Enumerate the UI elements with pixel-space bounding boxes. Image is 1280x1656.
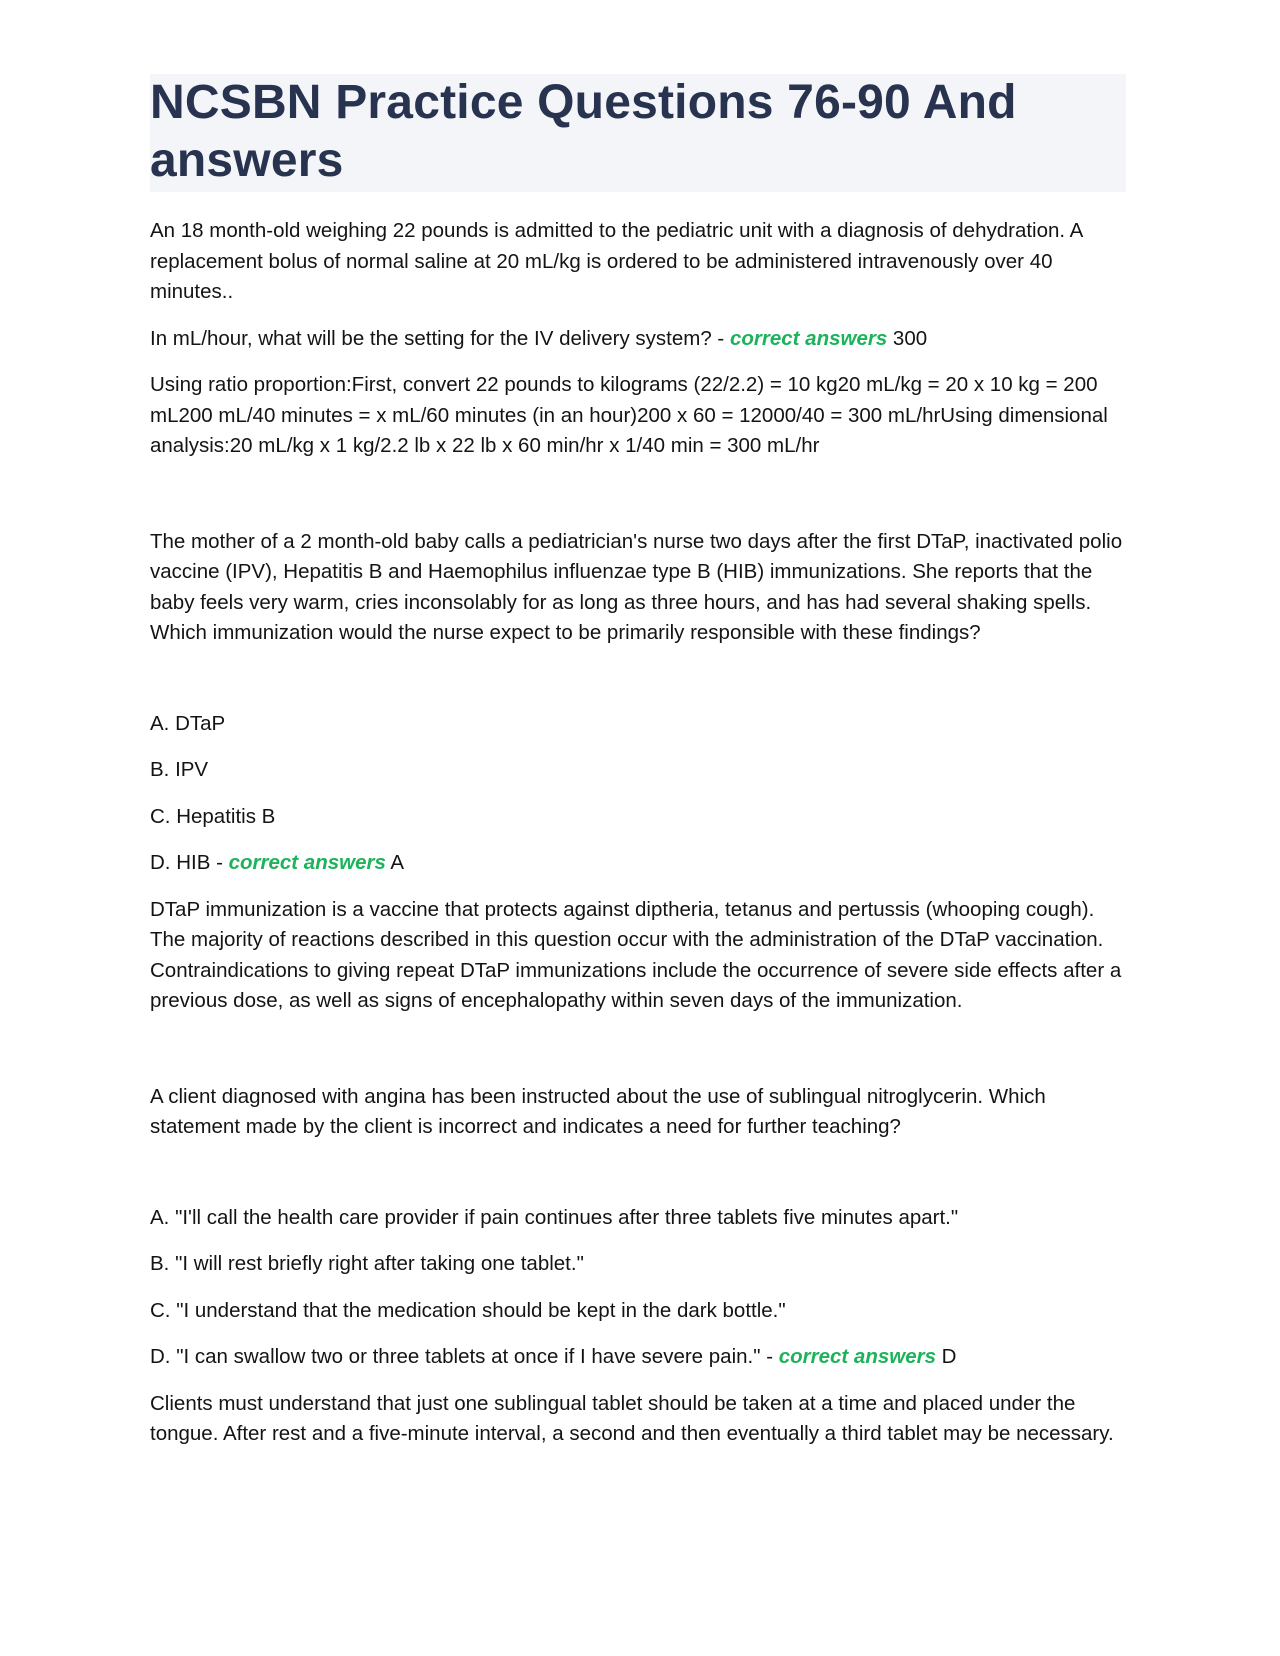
question-2-option-a: A. DTaP: [150, 711, 226, 735]
document-page: [150, 74, 1126, 1466]
question-3-answer-label: correct answers: [778, 1345, 936, 1368]
question-3-option-d: [150, 1342, 1126, 1373]
question-3-option-b: B. "I will rest briefly right after taking one tablet.": [150, 1252, 584, 1275]
question-1-answer-value: 300: [887, 326, 928, 350]
question-2-option-d-text: D. HIB -: [150, 851, 229, 874]
spacer: [150, 1033, 1126, 1082]
question-3-stem: A client diagnosed with angina has been instructed about the use of sublingual nitroglycerin. Which statement made by the client is incorrect and indicates a need for further teaching?: [150, 1084, 1046, 1138]
question-2-stem: The mother of a 2 month-old baby calls a pediatrician's nurse two days after the first DTaP, inactivated polio vaccine (IPV), Hepatitis B and Haemophilus influenzae type B (HIB) immunizations. She reports that the baby feels very warm, cries inconsolably for as long as three hours, and has had several shaking spells. Which immunization would the nurse expect to be primarily responsible with these findings?: [150, 529, 1123, 644]
spacer: [150, 478, 1126, 527]
question-3-answer-value: D: [935, 1345, 957, 1368]
spacer: [150, 1159, 1126, 1203]
question-1-prompt-text: In mL/hour, what will be the setting for the IV delivery system? -: [150, 326, 730, 350]
question-1-rationale: Using ratio proportion:First, convert 22 pounds to kilograms (22/2.2) = 10 kg20 mL/kg = 20 x 10 kg = 200 mL200 mL/40 minutes = x mL/60 minutes (in an hour)200 x 60 = 12000/40 = 300 mL/hrUsing dimensional analysis:20 mL/kg x 1 kg/2.2 lb x 22 lb x 60 min/hr x 1/40 min = 300 mL/hr: [150, 373, 1108, 457]
question-3-option-c: C. "I understand that the medication should be kept in the dark bottle.": [150, 1298, 786, 1322]
question-1-answer-label: correct answers: [729, 326, 888, 350]
question-2-answer-label: correct answers: [228, 851, 386, 874]
page-title: NCSBN Practice Questions 76-90 And answers: [150, 76, 1017, 187]
title-block: [150, 74, 1126, 192]
question-1-prompt: [150, 324, 1126, 355]
question-2-answer-value: A: [385, 851, 405, 874]
question-3-option-d-text: D. "I can swallow two or three tablets at once if I have severe pain." -: [150, 1345, 779, 1368]
question-2-option-d: [150, 848, 1126, 879]
question-2-rationale: DTaP immunization is a vaccine that protects against diptheria, tetanus and pertussis (whooping cough). The majority of reactions described in this question occur with the administration of the DTaP vaccination. Contraindications to giving repeat DTaP immunizations include the occurrence of severe side effects after a previous dose, as well as signs of encephalopathy within seven days of the immunization.: [150, 897, 1122, 1012]
question-3-rationale: Clients must understand that just one sublingual tablet should be taken at a time and placed under the tongue. After rest and a five-minute interval, a second and then eventually a third tablet may be necessary.: [150, 1391, 1114, 1445]
question-3-option-a: A. "I'll call the health care provider if pain continues after three tablets five minutes apart.": [150, 1205, 959, 1229]
question-2-option-c: C. Hepatitis B: [150, 804, 276, 828]
question-2-option-b: B. IPV: [150, 758, 209, 781]
question-1-stem: An 18 month-old weighing 22 pounds is admitted to the pediatric unit with a diagnosis of dehydration. A replacement bolus of normal saline at 20 mL/kg is ordered to be administered intravenously over 40 minutes..: [150, 219, 1083, 303]
spacer: [150, 665, 1126, 709]
